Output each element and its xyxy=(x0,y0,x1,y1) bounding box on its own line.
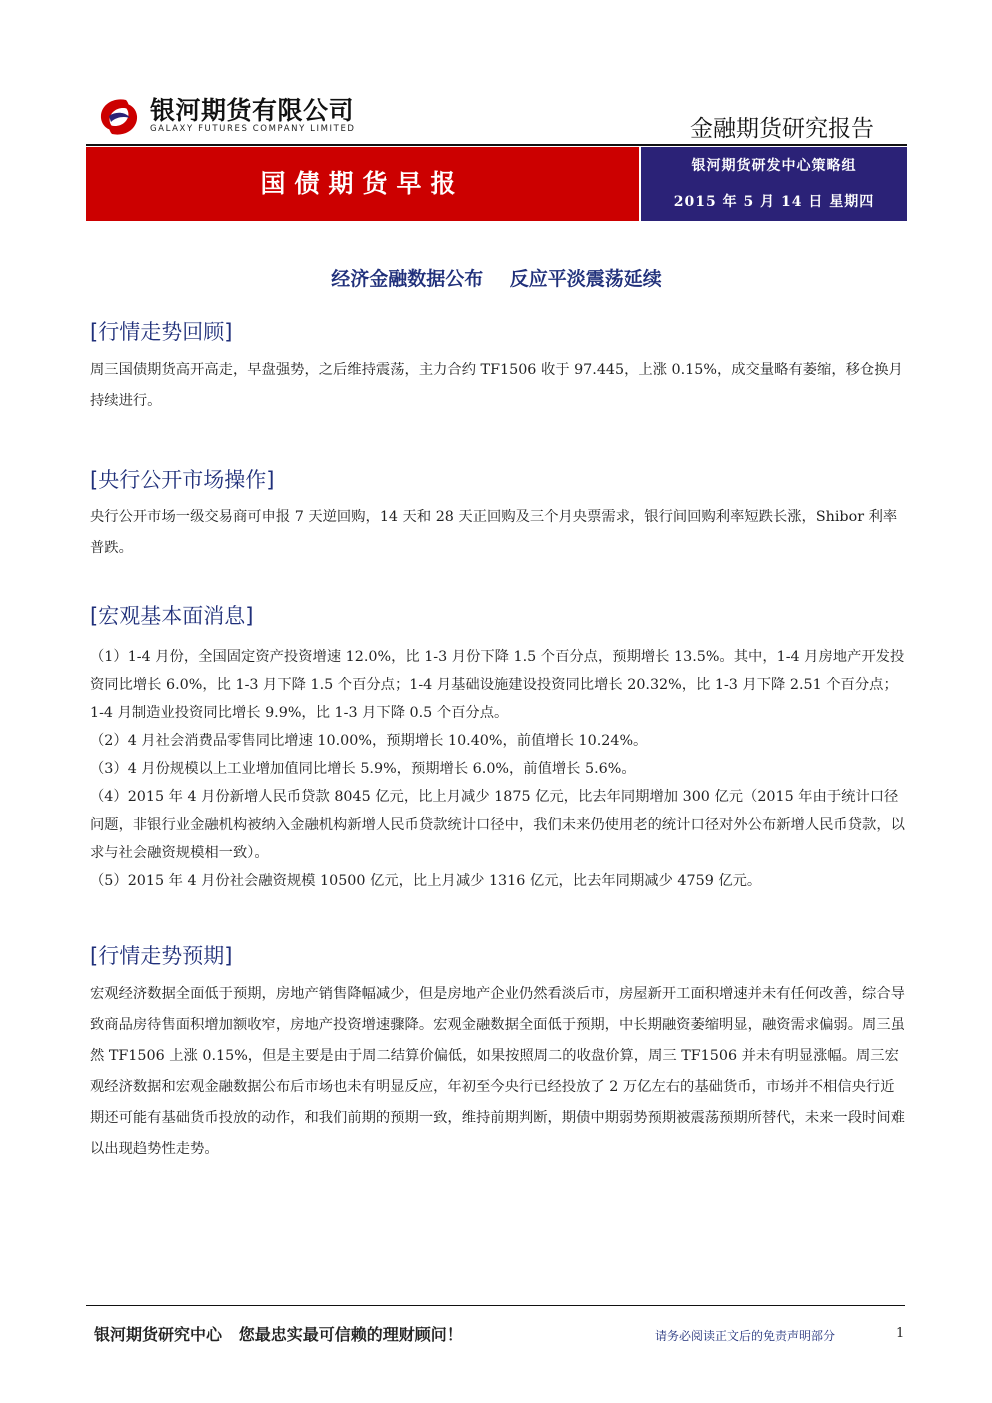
paragraph: 宏观经济数据全面低于预期，房地产销售降幅减少，但是房地产企业仍然看淡后市，房屋新开工面积增速并未有任何改善，综合导致商品房待售面积增加额收窄，房地产投资增速骤降。宏观金融数据全面低于预期，中长期融资萎缩明显，融资需求偏弱。周三虽然 TF1506 上涨 0.15%，但是主要是由于周二结算价偏低，如果按照周二的收盘价算，周三 TF1506 并未有明显涨幅。周三宏观经济数据和宏观金融数据公布后市场也未有明显反应，年初至今央行已经投放了 2 万亿左右的基础货币，市场并不相信央行近期还可能有基础货币投放的动作，和我们前期的预期一致，维持前期判断，期债中期弱势预期被震荡预期所替代，未来一段时间难以出现趋势性走势。 xyxy=(90,986,905,1157)
report-banner xyxy=(86,147,907,221)
banner-title: 国债期货早报 xyxy=(260,169,465,198)
footer-divider xyxy=(86,1305,905,1306)
section-heading-outlook: [行情走势预期] xyxy=(90,944,233,968)
macro-news-item: （4）2015 年 4 月份新增人民币贷款 8045 亿元，比上月减少 1875 亿元，比去年同期增加 300 亿元（2015 年由于统计口径问题，非银行业金融机构被纳入金融机构新增人民币贷款统计口径中，我们未来仍使用老的统计口径对外公布新增人民币贷款，以求与社会融资规模相一致）。 xyxy=(90,789,905,861)
section-body-market-review xyxy=(90,355,906,417)
section-heading-macro-news: [宏观基本面消息] xyxy=(90,604,254,628)
macro-news-item: （3）4 月份规模以上工业增加值同比增长 5.9%，预期增长 6.0%，前值增长 5.6%。 xyxy=(90,761,636,777)
section-heading-open-market: [央行公开市场操作] xyxy=(90,468,275,492)
banner-date: 2015 年 5 月 14 日 星期四 xyxy=(673,194,875,210)
macro-news-item: （5）2015 年 4 月份社会融资规模 10500 亿元，比上月减少 1316 亿元，比去年同期减少 4759 亿元。 xyxy=(90,873,762,889)
header-divider xyxy=(86,144,907,146)
section-body-outlook xyxy=(90,979,906,1165)
section-heading-market-review: [行情走势回顾] xyxy=(90,320,233,344)
galaxy-logo-icon xyxy=(96,96,142,138)
company-name-cn: 银河期货有限公司 xyxy=(150,96,355,125)
footer-slogan: 银河期货研究中心 您最忠实最可信赖的理财顾问！ xyxy=(94,1325,463,1344)
banner-info-panel xyxy=(641,147,907,221)
page-number: 1 xyxy=(896,1326,905,1341)
banner-department: 银河期货研发中心策略组 xyxy=(691,158,857,174)
company-name-en: GALAXY FUTURES COMPANY LIMITED xyxy=(150,124,356,134)
article-title: 经济金融数据公布 反应平淡震荡延续 xyxy=(331,268,662,290)
macro-news-item: （2）4 月社会消费品零售同比增速 10.00%，预期增长 10.40%，前值增长 10.24%。 xyxy=(90,733,648,749)
section-body-open-market xyxy=(90,502,906,564)
paragraph: 央行公开市场一级交易商可申报 7 天逆回购，14 天和 28 天正回购及三个月央票需求，银行间回购利率短跌长涨，Shibor 利率普跌。 xyxy=(90,509,898,556)
report-type: 金融期货研究报告 xyxy=(690,116,874,142)
section-body-macro-news xyxy=(90,643,906,895)
paragraph: 周三国债期货高开高走，早盘强势，之后维持震荡，主力合约 TF1506 收于 97.445，上涨 0.15%，成交量略有萎缩，移仓换月持续进行。 xyxy=(90,362,903,409)
macro-news-item: （1）1-4 月份，全国固定资产投资增速 12.0%，比 1-3 月份下降 1.5 个百分点，预期增长 13.5%。其中，1-4 月房地产开发投资同比增长 6.0%，比 1-3 月下降 1.5 个百分点；1-4 月基础设施建设投资同比增长 20.32%，比 1-3 月下降 2.51 个百分点；1-4 月制造业投资同比增长 9.9%，比 1-3 月下降 0.5 个百分点。 xyxy=(90,649,905,721)
footer-disclaimer: 请务必阅读正文后的免责声明部分 xyxy=(655,1329,836,1343)
